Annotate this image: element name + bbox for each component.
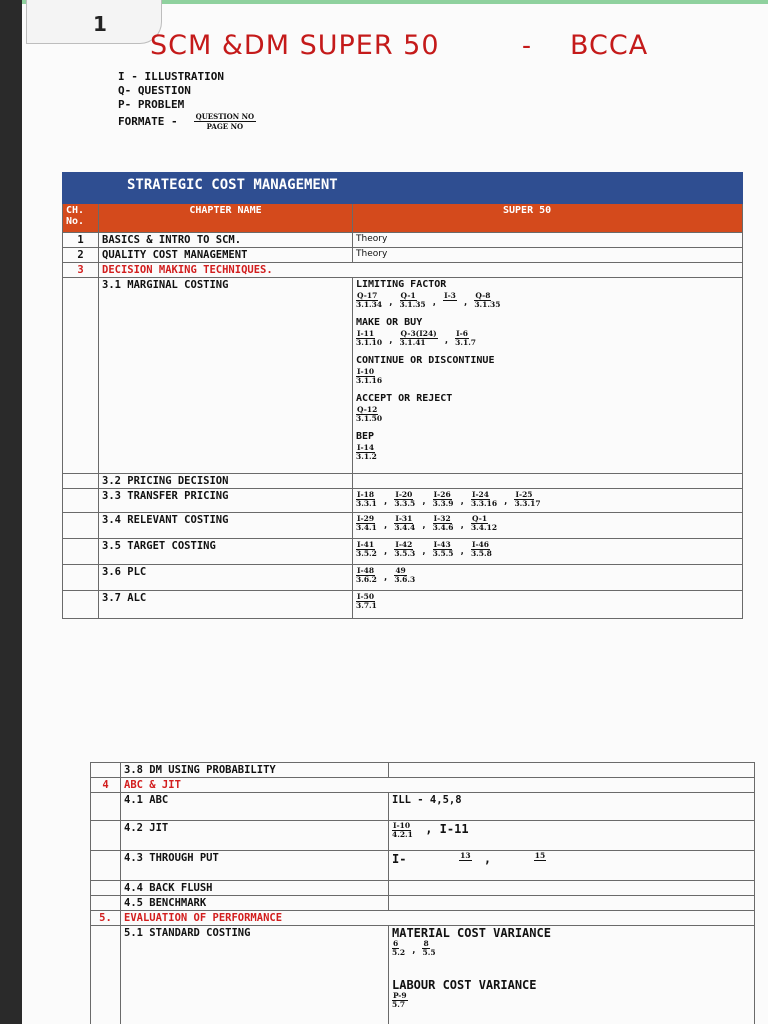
sub-chapter: 4.2 JIT — [121, 821, 389, 851]
question-no: I-50 — [357, 592, 375, 601]
col-ch-no: CH. No. — [63, 204, 99, 233]
page-no: 4.2.1 — [392, 830, 413, 839]
ref-fraction — [356, 444, 377, 461]
question-no: I-46 — [471, 540, 489, 549]
ref-fraction — [392, 992, 408, 1009]
ref-fraction — [433, 491, 454, 508]
page-number-tab[interactable]: 1 — [26, 0, 162, 44]
ref-fraction — [474, 292, 500, 309]
page-no: 3.4.1 — [356, 523, 377, 532]
ref-fraction — [471, 541, 492, 558]
question-no: Q-8 — [475, 291, 491, 300]
ref-fraction — [356, 292, 382, 309]
legend-line: P- PROBLEM — [118, 98, 185, 111]
question-no: Q-1 — [471, 514, 488, 523]
question-no: I-3 — [444, 291, 456, 300]
marginal-costing-refs — [353, 278, 743, 474]
doc-title: SCM &DM SUPER 50 — [150, 30, 440, 61]
formate-den: PAGE NO — [206, 122, 244, 131]
question-no: I-25 — [515, 490, 533, 499]
page-no: 3.3.1 — [356, 499, 377, 508]
empty-cell — [63, 474, 99, 489]
ref-fraction — [356, 593, 377, 610]
legend-line: I - ILLUSTRATION — [118, 70, 224, 83]
question-no: Q-1 — [400, 291, 416, 300]
ref-fraction — [392, 940, 405, 957]
page-no: 3.5.2 — [356, 549, 377, 558]
table-row — [91, 763, 755, 778]
sub-chapter: 3.4 RELEVANT COSTING — [99, 513, 353, 539]
sub-chapter: 3.6 PLC — [99, 565, 353, 591]
question-no: I-14 — [357, 443, 375, 452]
separator: , — [421, 521, 427, 531]
page-no: 3.4.12 — [470, 523, 498, 532]
separator: , — [459, 497, 465, 507]
table-row — [63, 489, 743, 513]
ref-fraction — [356, 330, 382, 347]
question-no: I-41 — [357, 540, 375, 549]
table-row — [91, 793, 755, 821]
ref-fraction — [392, 822, 413, 839]
question-no: I-10 — [393, 821, 411, 830]
fraction-list — [392, 940, 751, 957]
table-row — [91, 911, 755, 926]
empty-cell — [63, 539, 99, 565]
fraction-list — [356, 444, 739, 461]
question-no: 6 — [393, 939, 399, 948]
ref-fraction — [471, 515, 497, 532]
super-value — [389, 821, 755, 851]
page-no: 3.3.9 — [432, 499, 454, 508]
empty-cell — [389, 881, 755, 896]
separator: , — [382, 547, 389, 557]
page-no: 3.1.10 — [356, 338, 383, 347]
scm-table — [62, 172, 743, 619]
chapter-name: BASICS & INTRO TO SCM. — [99, 233, 353, 248]
empty-cell — [91, 763, 121, 778]
fraction-list — [356, 515, 739, 532]
page-no: 3.7.1 — [356, 601, 377, 610]
page-no: 5.2 — [392, 948, 406, 957]
page-no: 3.5.5 — [432, 549, 454, 558]
question-no: I-6 — [456, 329, 468, 338]
ref-fraction — [422, 940, 435, 957]
title-dash: - — [522, 30, 531, 60]
ref-fraction — [356, 368, 382, 385]
standard-costing-refs — [389, 926, 755, 1024]
chapter-name: EVALUATION OF PERFORMANCE — [121, 911, 755, 926]
empty-cell — [91, 793, 121, 821]
separator: , — [382, 497, 389, 507]
separator: , — [462, 298, 469, 308]
question-no: 49 — [395, 566, 406, 575]
question-no: I-31 — [395, 514, 413, 523]
topic-title: ACCEPT OR REJECT — [356, 393, 453, 404]
doc-title-institute: BCCA — [570, 30, 649, 61]
ref-fraction — [394, 491, 415, 508]
empty-cell — [91, 896, 121, 911]
super-value: ILL - 4,5,8 — [389, 793, 755, 821]
col-super50: SUPER 50 — [353, 204, 743, 233]
sub-chapter: 3.7 ALC — [99, 591, 353, 619]
ch-no: 4 — [91, 778, 121, 793]
fraction-list — [392, 992, 751, 1009]
page-no — [443, 301, 446, 309]
separator: , — [382, 521, 389, 531]
question-no: I-42 — [395, 540, 413, 549]
ref-fraction — [356, 567, 377, 584]
separator: , — [382, 573, 389, 583]
sub-chapter: 4.4 BACK FLUSH — [121, 881, 389, 896]
page-no: 3.5.8 — [470, 549, 492, 558]
table-row — [63, 591, 743, 619]
page-no: 3.4.4 — [394, 523, 416, 532]
separator: , — [411, 946, 417, 956]
table-title-row — [63, 173, 743, 204]
ref-fraction — [394, 541, 415, 558]
separator: , — [431, 298, 438, 308]
col-chapter-name: CHAPTER NAME — [99, 204, 353, 233]
table-row — [63, 513, 743, 539]
question-no: I-18 — [357, 490, 375, 499]
formate-label: FORMATE - — [118, 114, 178, 128]
question-no: I-32 — [433, 514, 451, 523]
sub-chapter: 4.5 BENCHMARK — [121, 896, 389, 911]
page-no: 3.1.35 — [399, 300, 426, 309]
separator: , — [388, 336, 394, 346]
table-row — [63, 278, 743, 474]
question-no: 8 — [423, 939, 429, 948]
sub-chapter: 4.1 ABC — [121, 793, 389, 821]
separator: , — [483, 852, 492, 866]
legend-line: Q- QUESTION — [118, 84, 191, 97]
question-no: Q-12 — [357, 405, 378, 414]
document-page — [22, 0, 768, 1024]
empty-cell — [91, 851, 121, 881]
fraction-list — [356, 292, 739, 309]
formate-row — [118, 112, 256, 131]
question-no: I-43 — [433, 540, 451, 549]
topic-title: BEP — [356, 431, 375, 442]
page-no: 5.7 — [392, 1000, 406, 1009]
page-no: 3.1.7 — [455, 338, 477, 347]
table-row — [91, 926, 755, 1024]
page-no: 3.1.2 — [356, 452, 377, 461]
chapter-name: DECISION MAKING TECHNIQUES. — [99, 263, 743, 278]
page-no: 3.1.16 — [356, 376, 383, 385]
fraction-list — [356, 567, 739, 584]
empty-cell — [63, 591, 99, 619]
question-no: 15 — [534, 851, 546, 860]
ref-fraction — [433, 541, 454, 558]
ref-fraction — [514, 491, 540, 508]
table-row — [91, 851, 755, 881]
table-row — [91, 896, 755, 911]
super-value: Theory — [353, 248, 743, 263]
ref-fraction — [400, 330, 438, 347]
empty-cell — [91, 926, 121, 1024]
ch-no: 1 — [63, 233, 99, 248]
table-row — [63, 263, 743, 278]
topic-title: MAKE OR BUY — [356, 317, 423, 328]
table-row — [91, 821, 755, 851]
ref-fraction — [534, 852, 546, 861]
super-value-text: , I-11 — [425, 822, 469, 836]
ch-no: 3 — [63, 263, 99, 278]
empty-cell — [63, 565, 99, 591]
fraction-list — [356, 330, 739, 347]
ref-fraction — [356, 406, 382, 423]
empty-cell — [63, 278, 99, 474]
sub-chapter: 3.5 TARGET COSTING — [99, 539, 353, 565]
super-value-text: I- — [392, 852, 407, 866]
separator: , — [443, 336, 450, 346]
topic-title: LABOUR COST VARIANCE — [392, 978, 537, 992]
table-row — [91, 881, 755, 896]
question-no: I-20 — [395, 490, 413, 499]
separator: , — [503, 497, 509, 507]
ref-fraction — [459, 852, 471, 861]
separator: , — [421, 497, 427, 507]
page-no: 3.1.50 — [356, 414, 383, 423]
page-no: 3.1.34 — [356, 300, 383, 309]
question-no: I-10 — [357, 367, 375, 376]
page-no: 3.6.3 — [394, 575, 416, 584]
topic-title: MATERIAL COST VARIANCE — [392, 926, 551, 940]
scm-table-continued — [90, 762, 755, 1024]
topic-title: CONTINUE OR DISCONTINUE — [356, 355, 495, 366]
fraction-list — [356, 406, 739, 423]
page-no: 3.4.6 — [432, 523, 454, 532]
legend — [118, 70, 256, 131]
question-no: P-9 — [393, 991, 407, 1000]
table-row — [91, 778, 755, 793]
ref-fraction — [356, 541, 377, 558]
empty-cell — [91, 881, 121, 896]
question-no: I-24 — [471, 490, 489, 499]
page-no: 3.3.16 — [470, 499, 498, 508]
page-no: 3.3.5 — [394, 499, 416, 508]
question-no: 13 — [460, 851, 471, 860]
chapter-name: QUALITY COST MANAGEMENT — [99, 248, 353, 263]
fraction-list — [356, 368, 739, 385]
formate-num: QUESTION NO — [195, 112, 255, 121]
table-row — [63, 539, 743, 565]
sub-chapter: 3.3 TRANSFER PRICING — [99, 489, 353, 513]
table-title: STRATEGIC COST MANAGEMENT — [63, 173, 743, 204]
ref-fraction — [455, 330, 476, 347]
page-no: 3.3.17 — [514, 499, 541, 508]
page-no: 3.1.41 — [399, 338, 426, 347]
ref-fraction — [400, 292, 426, 309]
ref-fraction — [394, 567, 415, 584]
separator: , — [459, 547, 465, 557]
ref-fraction — [356, 491, 377, 508]
page-no: 3.1.35 — [474, 300, 501, 309]
table-row — [63, 233, 743, 248]
fraction-list — [356, 541, 739, 558]
sub-chapter: 5.1 STANDARD COSTING — [121, 926, 389, 1024]
question-no: Q-17 — [357, 291, 378, 300]
topic-title: LIMITING FACTOR — [356, 279, 447, 290]
empty-cell — [63, 489, 99, 513]
ref-fraction — [433, 515, 454, 532]
sub-chapter: 3.2 PRICING DECISION — [99, 474, 353, 489]
separator: , — [459, 521, 465, 531]
chapter-name: ABC & JIT — [121, 778, 755, 793]
page-no: 3.6.2 — [356, 575, 377, 584]
empty-cell — [353, 474, 743, 489]
separator: , — [388, 298, 394, 308]
fraction-list — [356, 593, 739, 610]
empty-cell — [389, 896, 755, 911]
ch-no: 5. — [91, 911, 121, 926]
table-row — [63, 248, 743, 263]
sub-chapter: 4.3 THROUGH PUT — [121, 851, 389, 881]
table-header-row — [63, 204, 743, 233]
question-no: I-11 — [357, 329, 375, 338]
page-no: 3.5.3 — [394, 549, 416, 558]
question-no: I-26 — [433, 490, 451, 499]
super-value — [389, 851, 755, 881]
super-value: Theory — [353, 233, 743, 248]
empty-cell — [63, 513, 99, 539]
question-no: I-48 — [357, 566, 375, 575]
separator: , — [421, 547, 427, 557]
question-no: Q-3(I24) — [400, 329, 437, 338]
ref-fraction — [356, 515, 377, 532]
formate-fraction — [194, 112, 257, 131]
page-no: 5.5 — [422, 948, 436, 957]
empty-cell — [91, 821, 121, 851]
ref-fraction — [394, 515, 415, 532]
sub-chapter: 3.8 DM USING PROBABILITY — [121, 763, 389, 778]
ref-fraction — [443, 292, 457, 309]
ch-no: 2 — [63, 248, 99, 263]
question-no: I-29 — [357, 514, 375, 523]
table-row — [63, 565, 743, 591]
empty-cell — [389, 763, 755, 778]
fraction-list — [356, 491, 739, 508]
sub-chapter: 3.1 MARGINAL COSTING — [99, 278, 353, 474]
table-row — [63, 474, 743, 489]
ref-fraction — [471, 491, 497, 508]
